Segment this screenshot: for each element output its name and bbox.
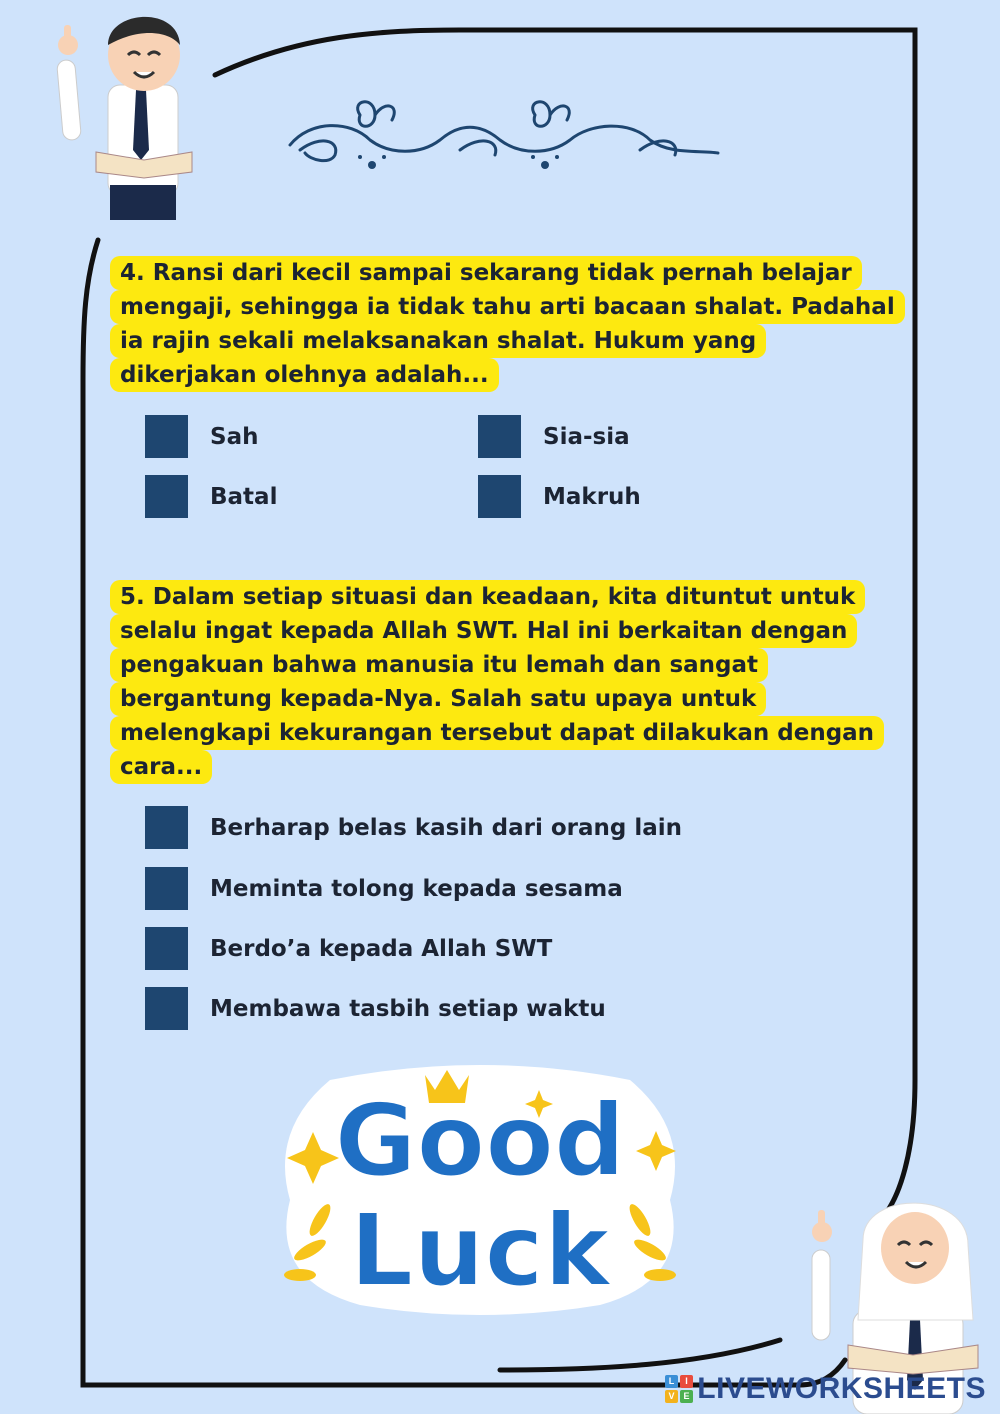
answer-checkbox[interactable] bbox=[145, 475, 188, 518]
question-text-line: melengkapi kekurangan tersebut dapat dilakukan dengan bbox=[110, 716, 884, 750]
question-4 bbox=[110, 256, 905, 392]
question-text-line: 4. Ransi dari kecil sampai sekarang tidak pernah belajar bbox=[110, 256, 862, 290]
option-label: Berdo’a kepada Allah SWT bbox=[210, 935, 553, 962]
question-text-line: pengakuan bahwa manusia itu lemah dan sangat bbox=[110, 648, 768, 682]
option-label: Batal bbox=[210, 483, 278, 510]
answer-checkbox[interactable] bbox=[478, 475, 521, 518]
answer-checkbox[interactable] bbox=[145, 806, 188, 849]
ornament-divider bbox=[280, 95, 720, 175]
answer-checkbox[interactable] bbox=[145, 867, 188, 910]
option-label: Makruh bbox=[543, 483, 641, 510]
option-label: Meminta tolong kepada sesama bbox=[210, 875, 623, 902]
luck-text: Luck bbox=[349, 1192, 611, 1309]
question-text-line: ia rajin sekali melaksanakan shalat. Hukum yang bbox=[110, 324, 766, 358]
question-text-line: dikerjakan olehnya adalah... bbox=[110, 358, 499, 392]
liveworksheets-logo-icon: L I V E bbox=[665, 1375, 693, 1403]
question-text-line: bergantung kepada-Nya. Salah satu upaya untuk bbox=[110, 682, 766, 716]
question-text-line: 5. Dalam setiap situasi dan keadaan, kita dituntut untuk bbox=[110, 580, 865, 614]
answer-checkbox[interactable] bbox=[145, 987, 188, 1030]
question-5 bbox=[110, 580, 884, 784]
option-label: Sah bbox=[210, 423, 259, 450]
q5-option-a[interactable] bbox=[145, 806, 682, 849]
question-text-line: mengaji, sehingga ia tidak tahu arti bacaan shalat. Padahal bbox=[110, 290, 905, 324]
q4-option-makruh[interactable] bbox=[478, 475, 641, 518]
q5-option-b[interactable] bbox=[145, 867, 623, 910]
q4-option-batal[interactable] bbox=[145, 475, 277, 518]
q5-option-d[interactable] bbox=[145, 987, 606, 1030]
answer-checkbox[interactable] bbox=[145, 927, 188, 970]
option-label: Membawa tasbih setiap waktu bbox=[210, 995, 606, 1022]
answer-checkbox[interactable] bbox=[145, 415, 188, 458]
watermark-text: LIVEWORKSHEETS bbox=[697, 1372, 986, 1405]
liveworksheets-watermark bbox=[665, 1372, 986, 1406]
question-text-line: selalu ingat kepada Allah SWT. Hal ini berkaitan dengan bbox=[110, 614, 857, 648]
q4-option-sia-sia[interactable] bbox=[478, 415, 630, 458]
good-text: Good bbox=[334, 1082, 626, 1199]
option-label: Berharap belas kasih dari orang lain bbox=[210, 814, 683, 841]
option-label: Sia-sia bbox=[543, 423, 630, 450]
q4-option-sah[interactable] bbox=[145, 415, 258, 458]
q5-option-c[interactable] bbox=[145, 927, 552, 970]
good-luck-sticker bbox=[270, 1060, 690, 1320]
question-text-line: cara... bbox=[110, 750, 212, 784]
answer-checkbox[interactable] bbox=[478, 415, 521, 458]
boy-student-illustration bbox=[48, 0, 218, 220]
